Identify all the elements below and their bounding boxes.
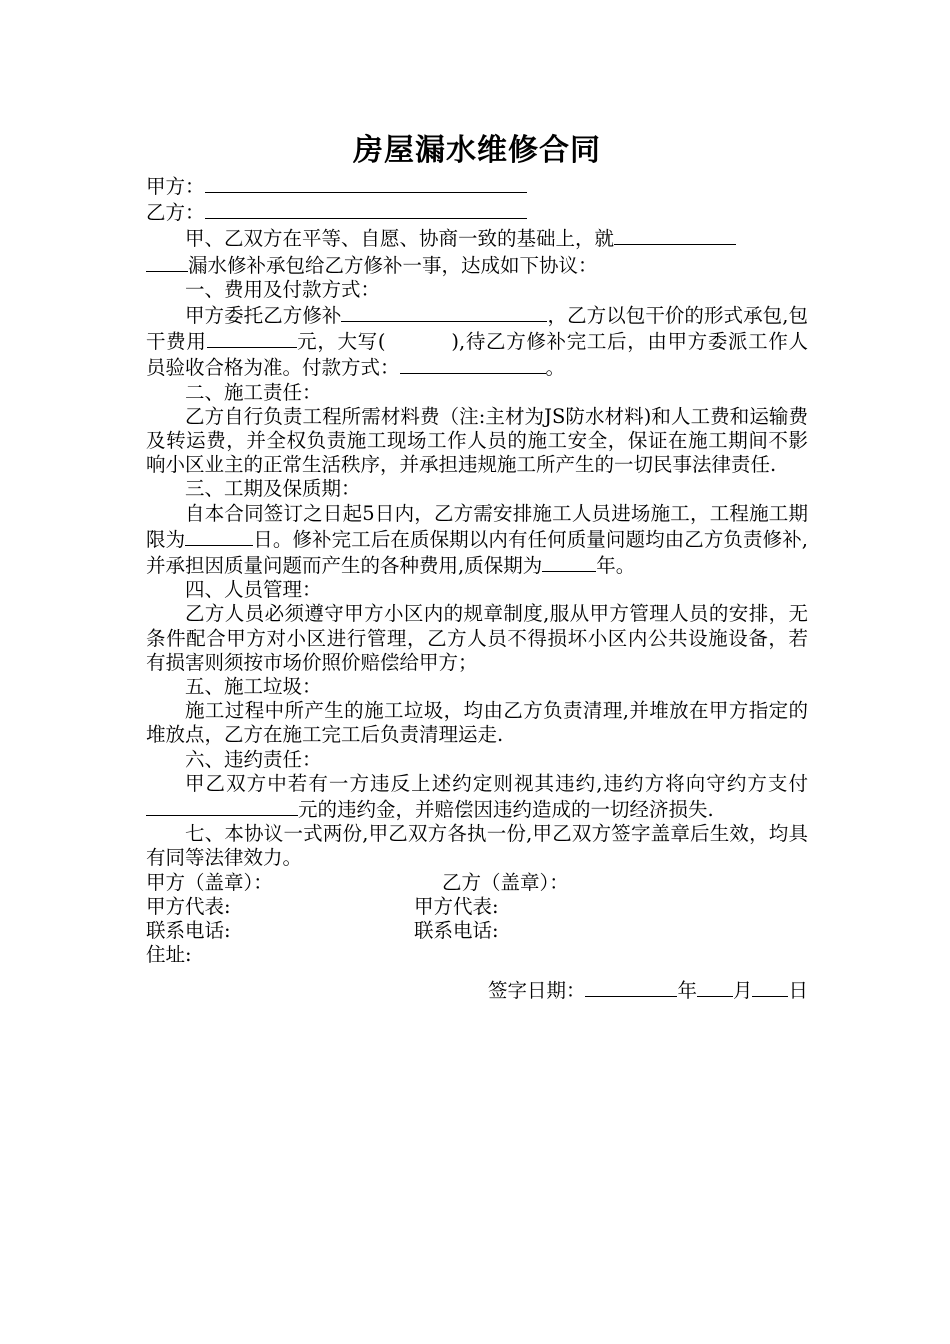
day-blank[interactable] xyxy=(752,977,788,997)
fee-blank[interactable] xyxy=(207,328,297,348)
intro-blank-1[interactable] xyxy=(614,225,736,245)
sign-date-label: 签字日期： xyxy=(487,978,586,1002)
section-1-heading: 一、费用及付款方式： xyxy=(185,277,381,301)
payment-method-blank[interactable] xyxy=(400,354,546,374)
party-a-tel-label: 联系电话: xyxy=(146,919,231,943)
sec1-text-b: ，乙方以包干价的形式承包,包干费用 xyxy=(146,304,808,354)
month-blank[interactable] xyxy=(697,977,733,997)
sec3-text-a: 自本合同签订之日起5日内，乙方需安排施工人员进场施工，工程施工期限为 xyxy=(146,501,808,551)
day-label: 日 xyxy=(788,978,808,1002)
party-a-seal-label: 甲方（盖章）： xyxy=(146,870,273,894)
sec3-text-c: 年。 xyxy=(596,554,636,578)
party-a-line xyxy=(146,173,808,199)
section-2-body: 乙方自行负责工程所需材料费（注:主材为JS防水材料)和人工费和运输费及转运费，并全权负责施工现场工作人员的施工安全，保证在施工期间不影响小区业主的正常生活秩序，并承担违规施工所产生的一切民事法律责任. xyxy=(146,404,808,477)
month-label: 月 xyxy=(732,978,753,1002)
intro-line-2 xyxy=(146,252,808,278)
party-b-seal-label: 乙方（盖章）： xyxy=(442,870,569,894)
sec6-text-a: 甲乙双方中若有一方违反上述约定则视其违约,违约方将向守约方支付 xyxy=(185,771,808,795)
intro-blank-2[interactable] xyxy=(146,252,188,272)
section-3-heading: 三、工期及保质期： xyxy=(185,477,361,501)
year-label: 年 xyxy=(677,978,697,1002)
year-blank[interactable] xyxy=(585,977,677,997)
section-6-body xyxy=(146,772,808,822)
party-b-blank[interactable] xyxy=(205,199,527,219)
party-a-rep-label: 甲方代表: xyxy=(146,894,231,918)
section-4-heading: 四、人员管理： xyxy=(185,578,322,602)
intro-text-2: 漏水修补承包给乙方修补一事，达成如下协议： xyxy=(188,253,598,277)
document-title: 房屋漏水维修合同 xyxy=(353,133,601,168)
section-6-heading: 六、违约责任： xyxy=(185,747,322,771)
section-5-heading: 五、施工垃圾： xyxy=(185,675,322,699)
duration-blank[interactable] xyxy=(185,526,253,546)
party-b-line xyxy=(146,199,808,225)
rep-row xyxy=(146,895,808,919)
contract-document xyxy=(146,125,808,1003)
sec3-text-b: 日。修补完工后在质保期以内有任何质量问题均由乙方负责修补,并承担因质量问题而产生的各种费用,质保期为 xyxy=(146,527,808,578)
sec1-text-d: ),待乙方修补完工后，由甲方委派工作人员验收合格为准。付款方式： xyxy=(146,330,808,380)
section-4-body: 乙方人员必须遵守甲方小区内的规章制度,服从甲方管理人员的安排，无条件配合甲方对小区进行管理，乙方人员不得损坏小区内公共设施设备，若有损害则须按市场价照价赔偿给甲方； xyxy=(146,602,808,674)
address-label: 住址: xyxy=(146,943,192,967)
party-b-tel-label: 联系电话: xyxy=(414,919,499,943)
repair-item-blank[interactable] xyxy=(341,302,547,322)
section-2-heading: 二、施工责任： xyxy=(185,380,322,404)
sec1-text-a: 甲方委托乙方修补 xyxy=(185,304,342,328)
party-a-label: 甲方： xyxy=(146,175,205,198)
party-b-rep-label: 甲方代表: xyxy=(414,894,499,918)
intro-line-1 xyxy=(146,225,808,251)
sign-date-line xyxy=(146,977,808,1003)
section-1-body xyxy=(146,302,808,381)
warranty-blank[interactable] xyxy=(542,552,596,572)
section-5-body: 施工过程中所产生的施工垃圾，均由乙方负责清理,并堆放在甲方指定的堆放点，乙方在施工完工后负责清理运走. xyxy=(146,699,808,747)
sec6-text-b: 元的违约金，并赔偿因违约造成的一切经济损失. xyxy=(298,798,714,822)
section-3-body xyxy=(146,502,808,579)
party-b-label: 乙方： xyxy=(146,201,205,225)
tel-row xyxy=(146,919,808,943)
penalty-blank[interactable] xyxy=(146,796,298,816)
sec1-text-c: 元，大写( xyxy=(296,330,386,354)
sec1-text-e: 。 xyxy=(545,356,566,380)
party-a-blank[interactable] xyxy=(205,173,527,193)
intro-text-1: 甲、乙双方在平等、自愿、协商一致的基础上，就 xyxy=(185,227,615,251)
section-7-body: 七、本协议一式两份,甲乙双方各执一份,甲乙双方签字盖章后生效，均具有同等法律效力。 xyxy=(146,822,808,870)
seal-row xyxy=(146,871,808,895)
